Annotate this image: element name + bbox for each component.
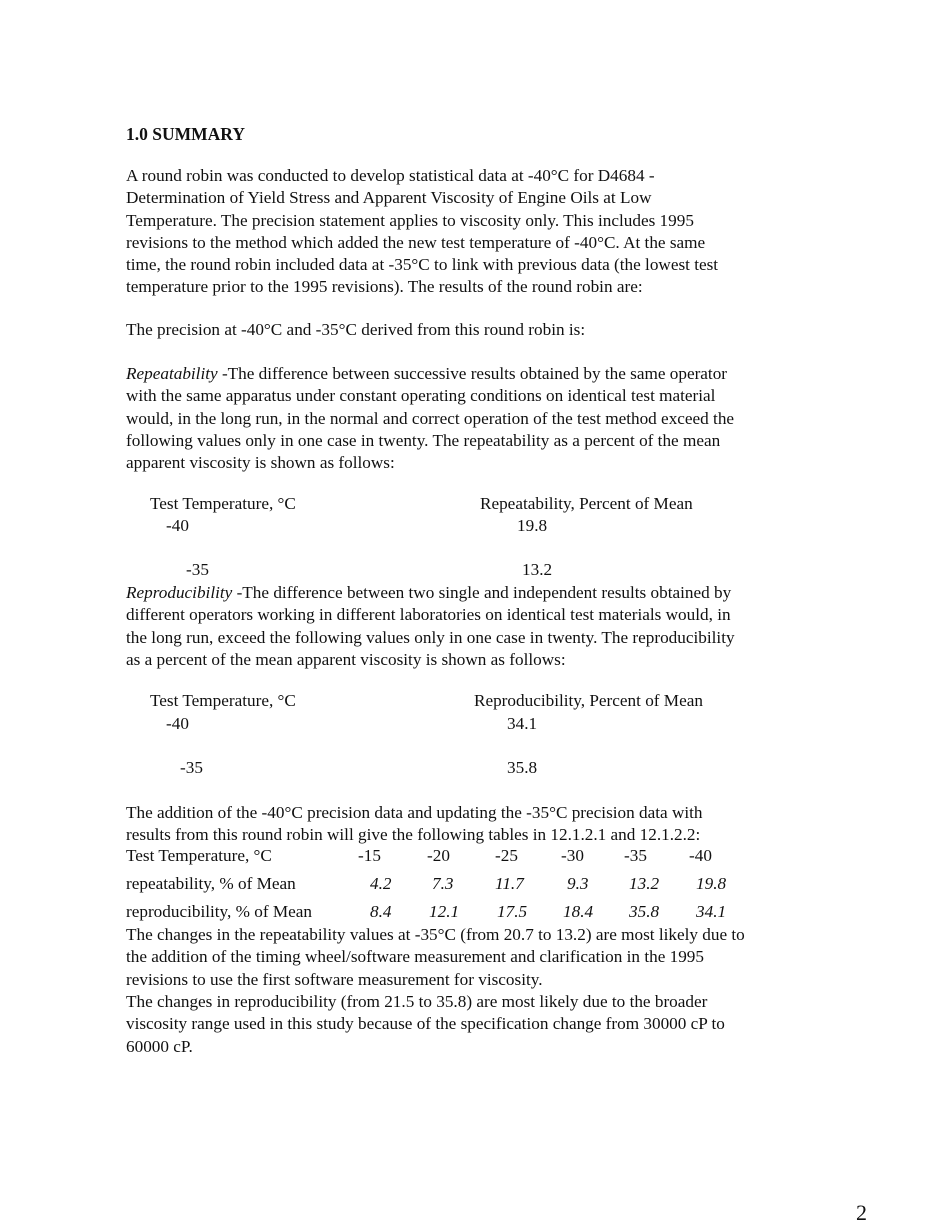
text-line: 60000 cP. — [126, 1036, 193, 1056]
text-line — [126, 582, 816, 604]
intro-paragraph — [126, 165, 816, 299]
text-line: viscosity range used in this study because of the specification change from 30000 cP to — [126, 1014, 725, 1034]
temp-header-cell: -35 — [624, 846, 647, 865]
text-line: revisions to the method which added the new test temperature of -40°C. At the same — [126, 232, 706, 252]
temp-header-cell: -20 — [427, 846, 450, 865]
value-cell: 18.4 — [563, 902, 594, 921]
text-line: would, in the long run, in the normal and correct operation of the test method exceed the — [126, 408, 735, 428]
text-fragment: -The difference between successive results obtained by the same operator — [217, 364, 728, 383]
text-line: apparent viscosity is shown as follows: — [126, 453, 395, 473]
section-heading: 1.0 SUMMARY — [126, 124, 245, 144]
value-cell: 35.8 — [629, 902, 660, 921]
row-label: reproducibility, % of Mean — [126, 902, 312, 921]
repeatability-changes-paragraph — [126, 924, 816, 991]
temp-column-header: Test Temperature, °C — [150, 494, 296, 513]
text-line: the long run, exceed the following values only in one case in twenty. The reproducibility — [126, 627, 735, 647]
text-fragment: -The difference between two single and independent results obtained by — [232, 583, 732, 602]
value-cell: 17.5 — [497, 902, 528, 921]
value-cell: 19.8 — [696, 874, 727, 893]
text-line: as a percent of the mean apparent viscosity is shown as follows: — [126, 649, 566, 669]
text-line: The changes in reproducibility (from 21.5 to 35.8) are most likely due to the broader — [126, 992, 708, 1011]
reproducibility-paragraph — [126, 582, 816, 671]
temp-cell: -40 — [166, 516, 189, 535]
row-label: Test Temperature, °C — [126, 846, 272, 865]
value-cell: 9.3 — [567, 874, 589, 893]
text-line: The addition of the -40°C precision data and updating the -35°C precision data with — [126, 803, 703, 822]
value-cell: 19.8 — [517, 516, 548, 535]
temp-header-cell: -40 — [689, 846, 712, 865]
value-cell: 34.1 — [507, 714, 538, 733]
text-line: revisions to use the first software measurement for viscosity. — [126, 969, 543, 989]
value-cell: 12.1 — [429, 902, 460, 921]
text-line: The changes in the repeatability values at -35°C (from 20.7 to 13.2) are most likely due to — [126, 925, 745, 944]
text-line: results from this round robin will give the following tables in 12.1.2.1 and 12.1.2.2: — [126, 825, 701, 845]
text-line: Temperature. The precision statement applies to viscosity only. This includes 1995 — [126, 210, 694, 230]
value-cell: 4.2 — [370, 874, 392, 893]
temp-cell: -40 — [166, 714, 189, 733]
value-cell: 13.2 — [522, 560, 553, 579]
value-column-header: Reproducibility, Percent of Mean — [474, 691, 703, 710]
text-line: different operators working in different laboratories on identical test materials would, in — [126, 605, 731, 625]
text-line: A round robin was conducted to develop statistical data at -40°C for D4684 - — [126, 166, 655, 185]
reproducibility-changes-paragraph — [126, 991, 816, 1058]
value-cell: 34.1 — [696, 902, 727, 921]
value-cell: 11.7 — [495, 874, 524, 893]
value-cell: 7.3 — [432, 874, 454, 893]
page-number: 2 — [856, 1200, 867, 1225]
text-line: Determination of Yield Stress and Apparent Viscosity of Engine Oils at Low — [126, 188, 652, 208]
temp-header-cell: -15 — [358, 846, 381, 865]
value-cell: 35.8 — [507, 758, 538, 777]
text-line: temperature prior to the 1995 revisions). The results of the round robin are: — [126, 277, 643, 297]
text-line — [126, 363, 816, 385]
temp-cell: -35 — [186, 560, 209, 579]
temp-column-header: Test Temperature, °C — [150, 691, 296, 710]
text-line: following values only in one case in twenty. The repeatability as a percent of the mean — [126, 430, 721, 450]
value-cell: 13.2 — [629, 874, 660, 893]
reproducibility-term: Reproducibility — [126, 583, 233, 602]
repeatability-term: Repeatability — [126, 364, 218, 383]
addition-paragraph — [126, 802, 816, 847]
row-label: repeatability, % of Mean — [126, 874, 296, 893]
temp-cell: -35 — [180, 758, 203, 777]
text-line: the addition of the timing wheel/software measurement and clarification in the 1995 — [126, 947, 704, 967]
text-line: with the same apparatus under constant operating conditions on identical test material — [126, 386, 716, 406]
temp-header-cell: -25 — [495, 846, 518, 865]
value-column-header: Repeatability, Percent of Mean — [480, 494, 693, 513]
text-line: time, the round robin included data at -35°C to link with previous data (the lowest test — [126, 255, 719, 275]
precision-line: The precision at -40°C and -35°C derived from this round robin is: — [126, 320, 586, 339]
value-cell: 8.4 — [370, 902, 392, 921]
repeatability-paragraph — [126, 363, 816, 474]
temp-header-cell: -30 — [561, 846, 584, 865]
